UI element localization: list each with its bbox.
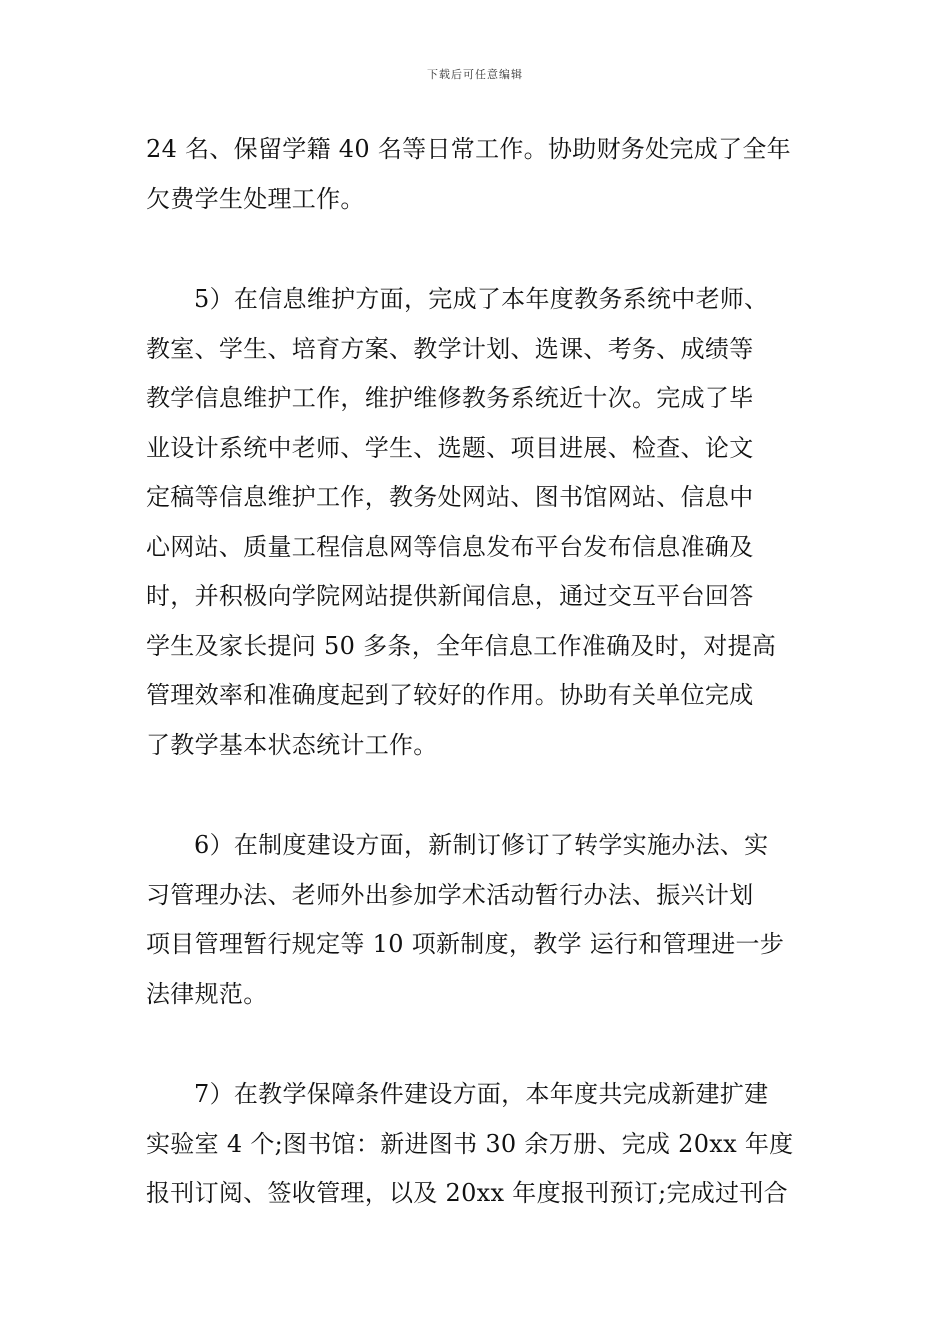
- page-header: 下载后可任意编辑: [427, 68, 523, 81]
- text-line: 欠费学生处理工作。: [146, 185, 365, 213]
- text-line: 报刊订阅、签收管理，以及 20xx 年度报刊预订;完成过刊合: [146, 1179, 788, 1207]
- text-line: 定稿等信息维护工作，教务处网站、图书馆网站、信息中: [146, 483, 754, 511]
- text-line: 习管理办法、老师外出参加学术活动暂行办法、振兴计划: [146, 881, 754, 909]
- text-line: 实验室 4 个;图书馆：新进图书 30 余万册、完成 20xx 年度: [146, 1130, 794, 1158]
- text-line: 法律规范。: [146, 980, 268, 1008]
- text-line: 时，并积极向学院网站提供新闻信息，通过交互平台回答: [146, 582, 754, 610]
- text-line: 管理效率和准确度起到了较好的作用。协助有关单位完成: [146, 681, 754, 709]
- text-line: 项目管理暂行规定等 10 项新制度，教学 运行和管理进一步: [146, 930, 785, 958]
- text-line: 心网站、质量工程信息网等信息发布平台发布信息准确及: [146, 533, 754, 561]
- text-line: 5）在信息维护方面，完成了本年度教务系统中老师、: [194, 285, 769, 313]
- text-line: 6）在制度建设方面，新制订修订了转学实施办法、实: [194, 831, 769, 859]
- text-line: 业设计系统中老师、学生、选题、项目进展、检查、论文: [146, 434, 754, 462]
- text-line: 教学信息维护工作，维护维修教务系统近十次。完成了毕: [146, 384, 754, 412]
- text-line: 7）在教学保障条件建设方面，本年度共完成新建扩建: [194, 1080, 769, 1108]
- text-line: 教室、学生、培育方案、教学计划、选课、考务、成绩等: [146, 335, 754, 363]
- text-line: 24 名、保留学籍 40 名等日常工作。协助财务处完成了全年: [146, 135, 791, 163]
- text-line: 了教学基本状态统计工作。: [146, 731, 438, 759]
- text-line: 学生及家长提问 50 多条，全年信息工作准确及时，对提高: [146, 632, 777, 660]
